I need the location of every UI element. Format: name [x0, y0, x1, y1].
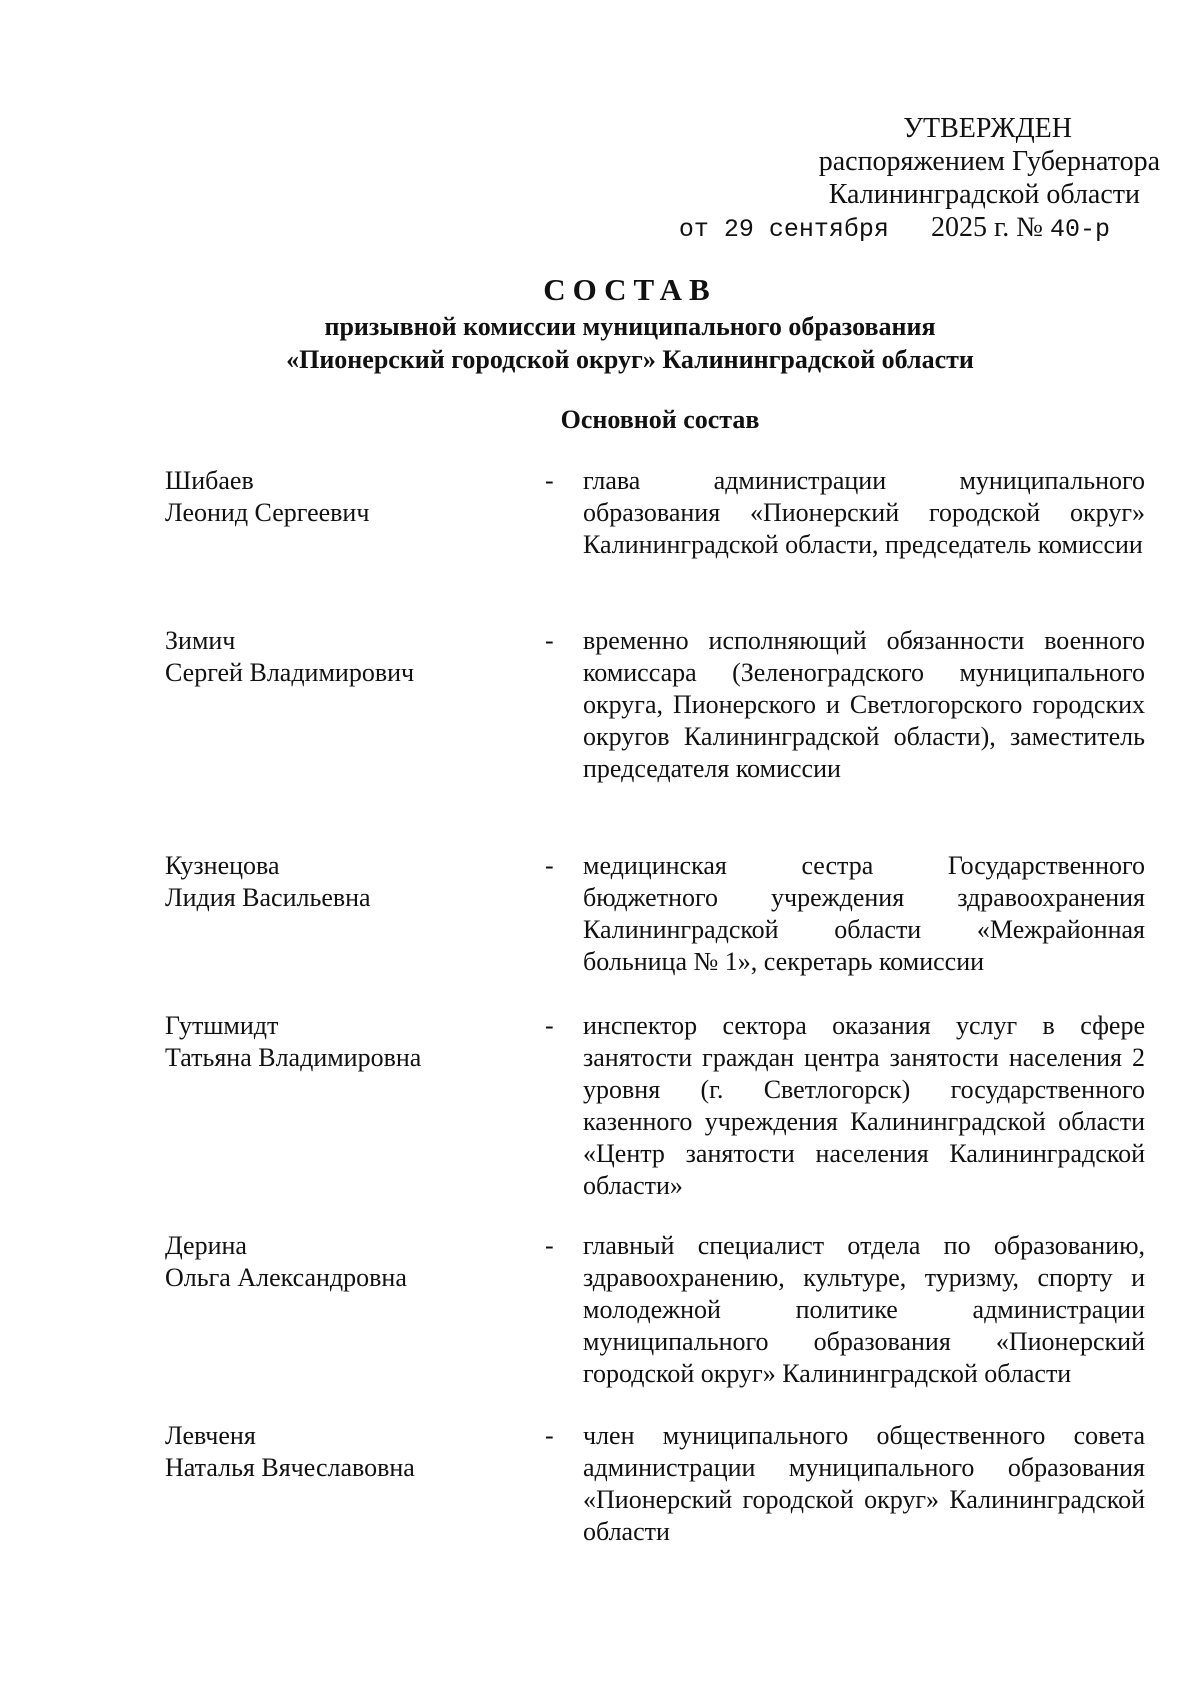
member-row — [165, 1230, 1145, 1390]
approval-number: 40-р — [1049, 215, 1110, 244]
member-given-names: Лидия Васильевна — [165, 883, 371, 912]
member-role: глава администрации муниципального образования «Пионерский городской округ» Калининградской области, председатель комиссии — [583, 466, 1145, 559]
member-dash: - — [545, 851, 554, 880]
member-given-names: Ольга Александровна — [165, 1263, 407, 1292]
approval-line-date — [640, 211, 1110, 246]
member-surname: Зимич — [165, 626, 236, 655]
member-dash: - — [545, 626, 554, 655]
document-title-block — [0, 270, 1200, 376]
member-given-names: Татьяна Владимировна — [165, 1043, 422, 1072]
member-role: медицинская сестра Государственного бюджетного учреждения здравоохранения Калининградской области «Межрайонная больница № 1», секретарь комиссии — [583, 851, 1145, 976]
member-name — [165, 1230, 545, 1390]
subtitle-line-1: призывной комиссии муниципального образования — [324, 312, 936, 341]
member-row — [165, 1010, 1145, 1202]
member-dash: - — [545, 1011, 554, 1040]
member-surname: Левченя — [165, 1421, 256, 1450]
member-role: инспектор сектора оказания услуг в сфере занятости граждан центра занятости населения 2 уровня (г. Светлогорск) государственного казенного учреждения Калининградской области «Центр занятости населения Калининградской области» — [583, 1011, 1145, 1200]
member-surname: Кузнецова — [165, 851, 280, 880]
member-row — [165, 625, 1145, 785]
member-given-names: Сергей Владимирович — [165, 658, 415, 687]
member-role: временно исполняющий обязанности военного комиссара (Зеленоградского муниципального округа, Пионерского и Светлогорского городских округов Калининградской области), заместитель председателя комиссии — [583, 626, 1145, 783]
member-surname: Шибаев — [165, 466, 254, 495]
member-name — [165, 1420, 545, 1548]
approval-line-region: Калининградской области — [828, 179, 1140, 210]
section-heading: Основной состав — [560, 405, 760, 434]
member-given-names: Наталья Вячеславовна — [165, 1453, 415, 1482]
member-given-names: Леонид Сергеевич — [165, 498, 370, 527]
member-dash: - — [545, 1231, 554, 1260]
approval-stamp — [640, 112, 1160, 246]
approval-line-order: распоряжением Губернатора — [818, 146, 1160, 177]
member-surname: Гутшмидт — [165, 1011, 279, 1040]
member-name — [165, 625, 545, 785]
member-dash: - — [545, 1421, 554, 1450]
member-surname: Дерина — [165, 1231, 247, 1260]
member-name — [165, 1010, 545, 1202]
document-title: СОСТАВ — [543, 272, 717, 307]
approval-line-approved: УТВЕРЖДЕН — [903, 113, 1072, 144]
member-role: член муниципального общественного совета администрации муниципального образования «Пионерский городской округ» Калининградской области — [583, 1421, 1145, 1546]
member-row — [165, 1420, 1145, 1548]
member-role: главный специалист отдела по образованию, здравоохранению, культуре, туризму, спорту и молодежной политике администрации муниципального образования «Пионерский городской округ» Калининградской области — [583, 1231, 1145, 1388]
member-row — [165, 465, 1145, 561]
member-name — [165, 850, 545, 978]
approval-year: 2025 г. № — [930, 212, 1043, 243]
member-name — [165, 465, 545, 561]
member-dash: - — [545, 466, 554, 495]
approval-date: от 29 сентября — [678, 215, 889, 244]
member-row — [165, 850, 1145, 978]
subtitle-line-2: «Пионерский городской округ» Калининградской области — [286, 345, 974, 374]
